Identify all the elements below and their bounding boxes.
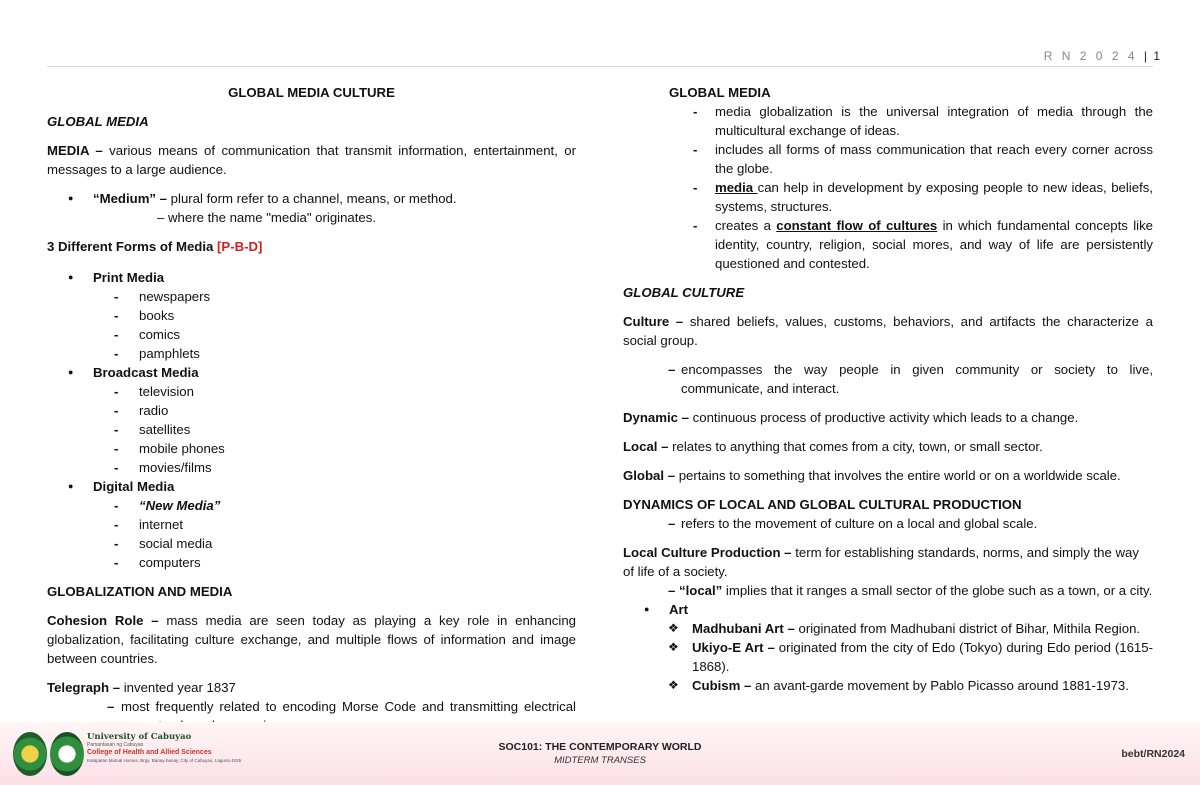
list-item: - radio — [47, 401, 576, 420]
telegraph-detail: – most frequently related to encoding Morse Code and transmitting electrical — [47, 697, 576, 735]
local-quote-definition: – “local” implies that it ranges a small sector of the globe such as a town, or a city. — [668, 583, 1153, 598]
culture-definition: Culture – shared beliefs, values, customs, behaviors, and artifacts the characterize a social group. — [623, 314, 1154, 348]
art-items-list — [623, 619, 1153, 695]
list-item-print: ● Print Media - newspapers - books - comics - pamphlets — [47, 268, 576, 363]
art-list — [623, 600, 1153, 619]
list-item: - computers — [47, 553, 576, 572]
culture-detail: – encompasses the way people in given community or society to live, communicate, and interact. — [623, 360, 1153, 398]
list-item: ● “Medium” – plural form refer to a channel, means, or method. — [47, 189, 576, 208]
footer-course-block — [0, 740, 1200, 768]
list-item: - mobile phones — [47, 439, 576, 458]
list-item: - comics — [47, 325, 576, 344]
list-item-broadcast: ● Broadcast Media - television - radio - satellites - mobile phones - movies/films — [47, 363, 576, 477]
page-number: 1 — [1153, 49, 1160, 63]
media-definition: MEDIA – various means of communication that transmit information, entertainment, or messages to a large audience. — [47, 143, 576, 177]
list-item-art: ● Art — [623, 600, 1153, 619]
footer-author: bebt/RN2024 — [1121, 748, 1185, 760]
list-item: - media globalization is the universal integration of media through the multicultural exchange of ideas. — [623, 102, 1153, 140]
page-header — [1044, 47, 1160, 66]
list-item: ❖ Ukiyo-E Art – originated from the city of Edo (Tokyo) during Edo period (1615-1868). — [623, 638, 1153, 676]
global-media-list — [623, 102, 1153, 273]
list-item: - books — [47, 306, 576, 325]
course-title: SOC101: THE CONTEMPORARY WORLD — [498, 741, 702, 753]
header-label: R N 2 0 2 4 — [1043, 49, 1138, 63]
list-item: - movies/films — [47, 458, 576, 477]
list-item: - social media — [47, 534, 576, 553]
list-item: - television — [47, 382, 576, 401]
list-item: - creates a constant flow of cultures in which fundamental concepts like identity, country, religion, social mores, and way of life are persistently questioned and contested. — [623, 216, 1153, 273]
global-definition: Global – pertains to something that involves the entire world or on a worldwide scale. — [623, 468, 1121, 483]
university-name: University of Cabuyao — [87, 732, 192, 742]
header-divider — [47, 66, 1153, 67]
list-item: - newspapers — [47, 287, 576, 306]
medium-list — [47, 189, 576, 208]
left-column — [47, 83, 576, 745]
telegraph-definition: Telegraph – invented year 1837 — [47, 680, 236, 695]
list-item: ❖ Madhubani Art – originated from Madhubani district of Bihar, Mithila Region. — [623, 619, 1153, 638]
list-item: - pamphlets — [47, 344, 576, 363]
list-item-digital: ● Digital Media - “New Media” - internet - social media - computers — [47, 477, 576, 572]
university-address: Katapatan Mutual Homes, Brgy. Banay-banay, City of Cabuyao, Laguna 4025 — [87, 758, 242, 763]
right-column — [623, 83, 1153, 695]
list-item: ❖ Cubism – an avant-garde movement by Pablo Picasso around 1881-1973. — [623, 676, 1153, 695]
list-item: - media can help in development by exposing people to new ideas, beliefs, systems, structures. — [623, 178, 1153, 216]
lcp-definition: Local Culture Production – term for establishing standards, norms, and simply the way of life of a society. — [623, 545, 1139, 579]
list-item: - includes all forms of mass communication that reach every corner across the globe. — [623, 140, 1153, 178]
list-item: - “New Media” — [47, 496, 576, 515]
header-separator: | — [1143, 49, 1147, 63]
transes-label: MIDTERM TRANSES — [554, 755, 646, 766]
section-heading-global-media: GLOBAL MEDIA — [47, 114, 149, 129]
dynamics-heading: DYNAMICS OF LOCAL AND GLOBAL CULTURAL PRODUCTION — [623, 497, 1022, 512]
globalization-heading: GLOBALIZATION AND MEDIA — [47, 584, 233, 599]
section-heading-global-culture: GLOBAL CULTURE — [623, 285, 745, 300]
forms-heading: 3 Different Forms of Media [P-B-D] — [47, 239, 263, 254]
list-item: - satellites — [47, 420, 576, 439]
local-definition: Local – relates to anything that comes from a city, town, or small sector. — [623, 439, 1043, 454]
cohesion-definition: Cohesion Role – mass media are seen today as playing a key role in enhancing globalization, facilitating culture exchange, and multiple flows of information and image between countries. — [47, 613, 576, 666]
section-heading-global-media-2: GLOBAL MEDIA — [669, 85, 771, 100]
university-subname: Pamantasan ng Cabuyao — [87, 742, 144, 748]
dynamic-definition: Dynamic – continuous process of productive activity which leads to a change. — [623, 410, 1079, 425]
page-title: GLOBAL MEDIA CULTURE — [228, 85, 395, 100]
dynamics-detail: – refers to the movement of culture on a local and global scale. — [623, 514, 1153, 533]
media-forms-list — [47, 268, 576, 572]
list-item: - internet — [47, 515, 576, 534]
college-name: College of Health and Allied Sciences — [87, 749, 212, 756]
medium-origin: – where the name "media" originates. — [157, 210, 377, 225]
